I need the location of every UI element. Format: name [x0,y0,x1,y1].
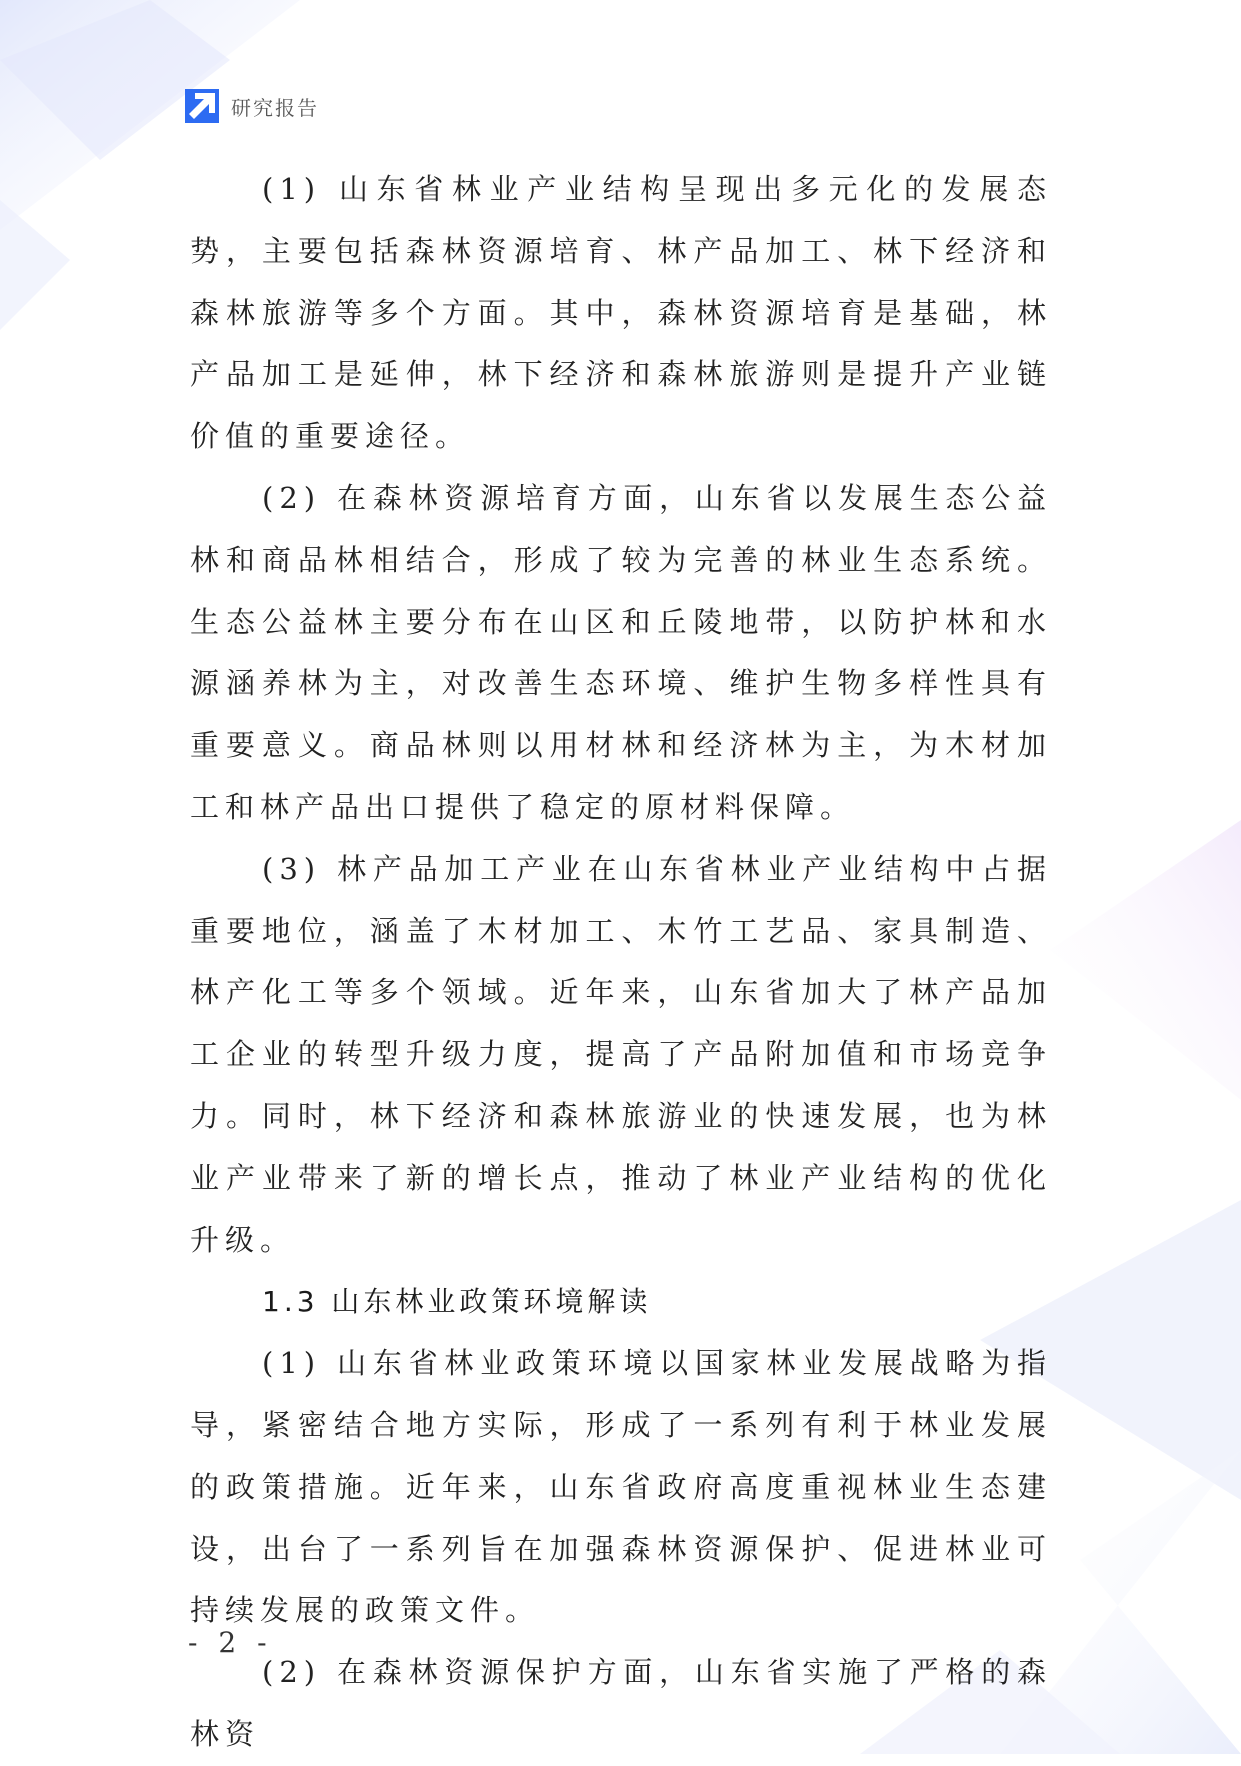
paragraph: (3) 林产品加工产业在山东省林业产业结构中占据重要地位，涵盖了木材加工、木竹工艺品、家具制造、林产化工等多个领域。近年来，山东省加大了林产品加工企业的转型升级力度，提高了产品附加值和市场竞争力。同时，林下经济和森林旅游业的快速发展，也为林业产业带来了新的增长点，推动了林业产业结构的优化升级。 [190,851,1052,1257]
paragraph: (2) 在森林资源保护方面，山东省实施了严格的森林资 [190,1655,1052,1751]
page-number: - 2 - [188,1626,273,1659]
document-body [190,159,1052,1766]
arrow-up-right-icon [185,89,219,123]
paragraph: (1) 山东省林业产业结构呈现出多元化的发展态势，主要包括森林资源培育、林产品加工、林下经济和森林旅游等多个方面。其中，森林资源培育是基础，林产品加工是延伸，林下经济和森林旅游则是提升产业链价值的重要途径。 [190,172,1052,454]
header-title: 研究报告 [231,95,319,120]
paragraph: (1) 山东省林业政策环境以国家林业发展战略为指导，紧密结合地方实际，形成了一系列有利于林业发展的政策措施。近年来，山东省政府高度重视林业生态建设，出台了一系列旨在加强森林资源保护、促进林业可持续发展的政策文件。 [190,1346,1052,1628]
paragraph: (2) 在森林资源培育方面，山东省以发展生态公益林和商品林相结合，形成了较为完善的林业生态系统。生态公益林主要分布在山区和丘陵地带，以防护林和水源涵养林为主，对改善生态环境、维护生物多样性具有重要意义。商品林则以用材林和经济林为主，为木材加工和林产品出口提供了稳定的原材料保障。 [190,480,1052,824]
report-header [185,89,319,123]
section-heading: 1.3 山东林业政策环境解读 [262,1285,652,1319]
